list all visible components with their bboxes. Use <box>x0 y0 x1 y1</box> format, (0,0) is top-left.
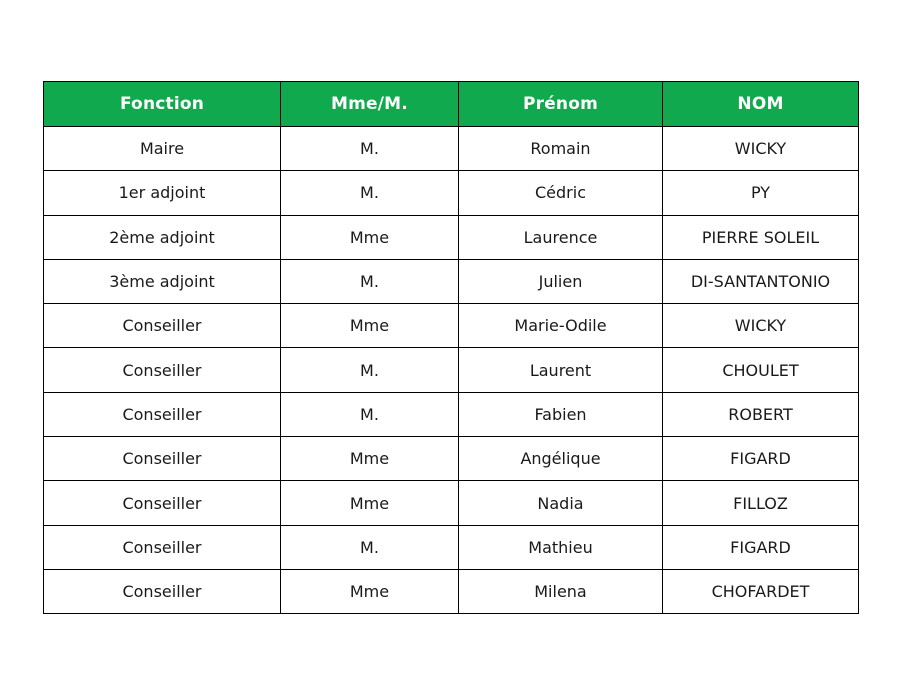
council-members-table <box>43 81 859 614</box>
cell-nom: FILLOZ <box>663 481 859 525</box>
table-header <box>44 82 859 127</box>
header-civilite: Mme/M. <box>281 82 459 127</box>
cell-nom: ROBERT <box>663 392 859 436</box>
cell-prenom: Julien <box>459 259 663 303</box>
table-body <box>44 127 859 614</box>
cell-prenom: Mathieu <box>459 525 663 569</box>
cell-nom: WICKY <box>663 127 859 171</box>
cell-nom: DI-SANTANTONIO <box>663 259 859 303</box>
cell-nom: WICKY <box>663 304 859 348</box>
table-row <box>44 259 859 303</box>
cell-nom: PIERRE SOLEIL <box>663 215 859 259</box>
cell-prenom: Romain <box>459 127 663 171</box>
table-row <box>44 437 859 481</box>
cell-prenom: Milena <box>459 569 663 613</box>
cell-prenom: Marie-Odile <box>459 304 663 348</box>
cell-fonction: 3ème adjoint <box>44 259 281 303</box>
table-row <box>44 569 859 613</box>
cell-prenom: Cédric <box>459 171 663 215</box>
cell-nom: FIGARD <box>663 437 859 481</box>
cell-civilite: Mme <box>281 437 459 481</box>
table-row <box>44 392 859 436</box>
cell-civilite: M. <box>281 525 459 569</box>
cell-fonction: Maire <box>44 127 281 171</box>
cell-civilite: M. <box>281 127 459 171</box>
cell-fonction: Conseiller <box>44 304 281 348</box>
cell-fonction: 1er adjoint <box>44 171 281 215</box>
cell-fonction: Conseiller <box>44 437 281 481</box>
table-row <box>44 215 859 259</box>
table-row <box>44 481 859 525</box>
header-prenom: Prénom <box>459 82 663 127</box>
cell-fonction: Conseiller <box>44 348 281 392</box>
cell-nom: CHOFARDET <box>663 569 859 613</box>
cell-prenom: Nadia <box>459 481 663 525</box>
cell-fonction: 2ème adjoint <box>44 215 281 259</box>
cell-civilite: Mme <box>281 304 459 348</box>
cell-prenom: Laurent <box>459 348 663 392</box>
cell-fonction: Conseiller <box>44 481 281 525</box>
cell-prenom: Angélique <box>459 437 663 481</box>
header-fonction: Fonction <box>44 82 281 127</box>
cell-fonction: Conseiller <box>44 569 281 613</box>
cell-nom: FIGARD <box>663 525 859 569</box>
table-row <box>44 348 859 392</box>
table-row <box>44 127 859 171</box>
cell-nom: CHOULET <box>663 348 859 392</box>
header-row <box>44 82 859 127</box>
cell-civilite: M. <box>281 171 459 215</box>
cell-civilite: M. <box>281 348 459 392</box>
cell-civilite: Mme <box>281 215 459 259</box>
table-row <box>44 304 859 348</box>
cell-fonction: Conseiller <box>44 525 281 569</box>
cell-prenom: Fabien <box>459 392 663 436</box>
table-row <box>44 525 859 569</box>
cell-civilite: Mme <box>281 569 459 613</box>
cell-fonction: Conseiller <box>44 392 281 436</box>
table-row <box>44 171 859 215</box>
header-nom: NOM <box>663 82 859 127</box>
cell-civilite: Mme <box>281 481 459 525</box>
cell-prenom: Laurence <box>459 215 663 259</box>
cell-civilite: M. <box>281 392 459 436</box>
cell-nom: PY <box>663 171 859 215</box>
cell-civilite: M. <box>281 259 459 303</box>
